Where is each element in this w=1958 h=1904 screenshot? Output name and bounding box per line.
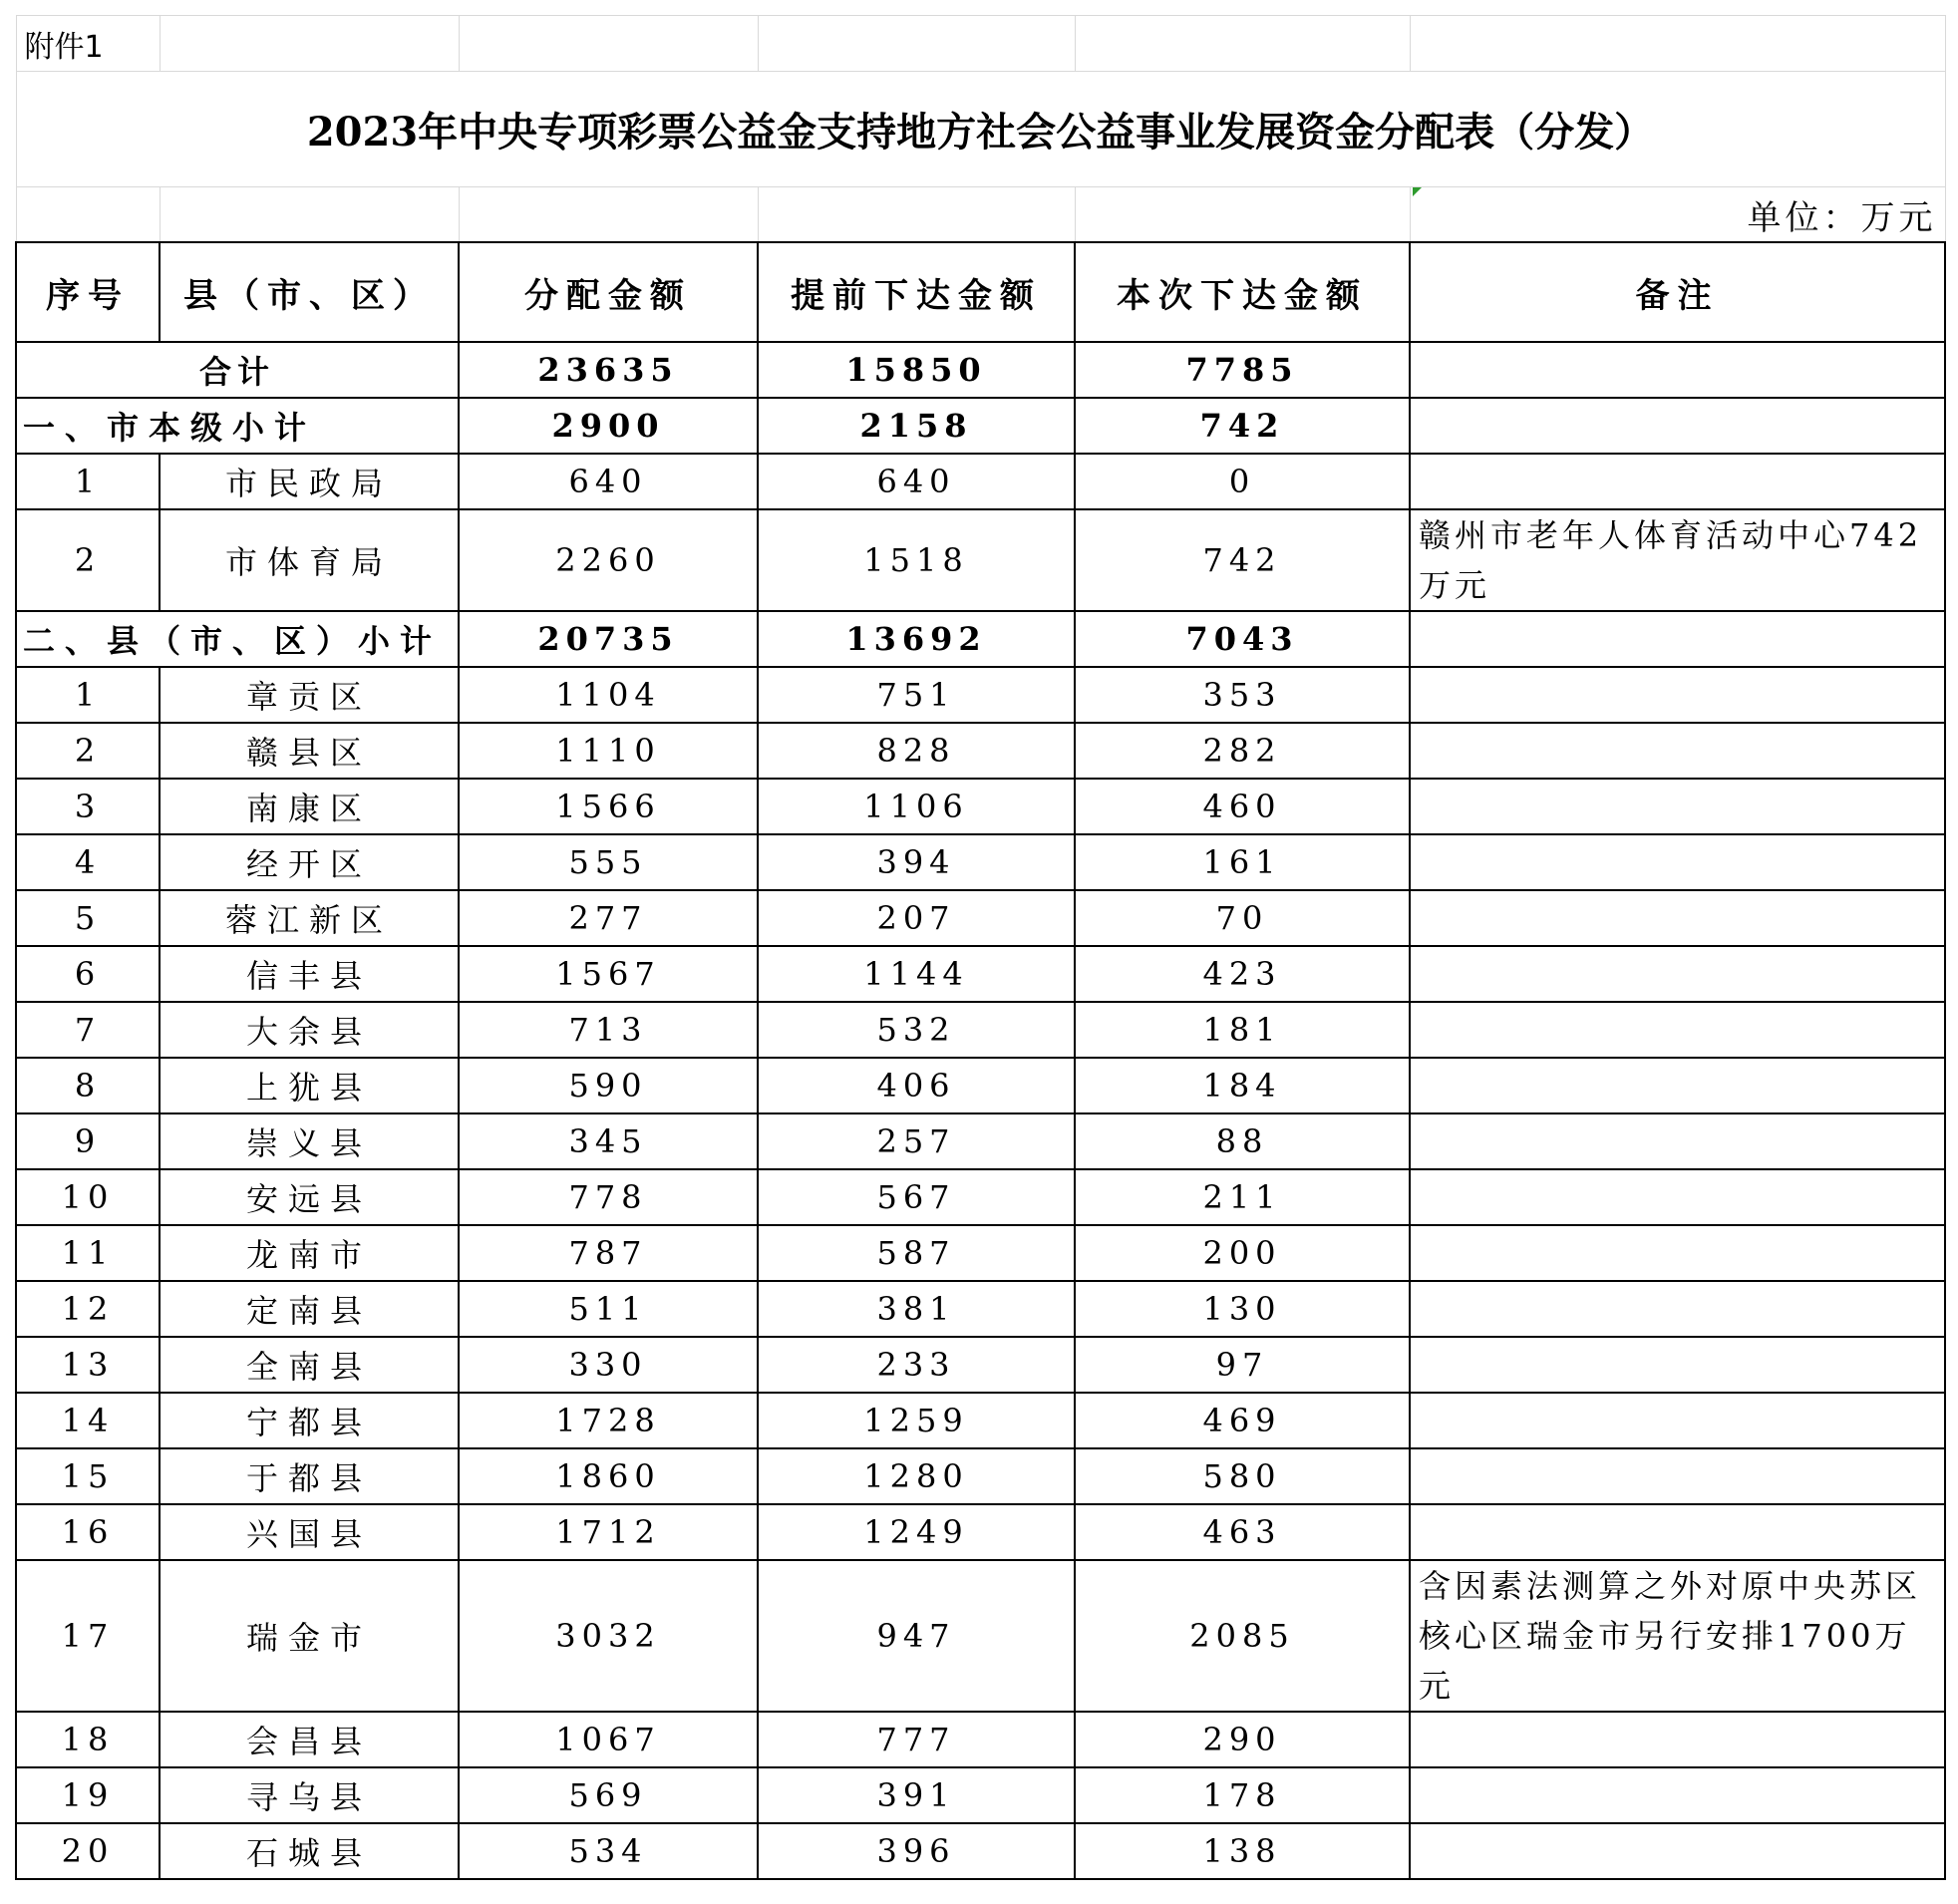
row-seq: 1 <box>16 454 160 509</box>
row-note <box>1410 1823 1945 1879</box>
row-current: 138 <box>1075 1823 1410 1879</box>
row-current: 423 <box>1075 946 1410 1002</box>
row-note <box>1410 723 1945 779</box>
row-name: 经开区 <box>160 834 459 890</box>
county-row <box>16 1823 1945 1879</box>
county-row <box>16 1113 1945 1169</box>
row-note <box>1410 1281 1945 1337</box>
row-name: 章贡区 <box>160 667 459 723</box>
county-row <box>16 1448 1945 1504</box>
row-name: 兴国县 <box>160 1504 459 1560</box>
row-advance: 207 <box>758 890 1075 946</box>
row-note <box>1410 1393 1945 1448</box>
row-advance: 1144 <box>758 946 1075 1002</box>
row-advance: 1280 <box>758 1448 1075 1504</box>
county-row <box>16 1058 1945 1113</box>
total-advance: 15850 <box>758 342 1075 398</box>
row-current: 463 <box>1075 1504 1410 1560</box>
city-row <box>16 454 1945 509</box>
row-allocation: 3032 <box>459 1560 758 1712</box>
row-note: 含因素法测算之外对原中央苏区核心区瑞金市另行安排1700万元 <box>1410 1560 1945 1712</box>
row-allocation: 1110 <box>459 723 758 779</box>
city-subtotal-note <box>1410 398 1945 454</box>
row-allocation: 713 <box>459 1002 758 1058</box>
row-note <box>1410 1337 1945 1393</box>
city-row <box>16 509 1945 611</box>
comment-marker-icon <box>1413 187 1422 196</box>
row-current: 200 <box>1075 1225 1410 1281</box>
row-advance: 406 <box>758 1058 1075 1113</box>
row-note: 赣州市老年人体育活动中心742万元 <box>1410 509 1945 611</box>
attachment-label: 附件1 <box>16 16 160 72</box>
county-subtotal-row <box>16 611 1945 667</box>
header-allocation: 分配金额 <box>459 242 758 342</box>
county-row <box>16 1002 1945 1058</box>
row-allocation: 778 <box>459 1169 758 1225</box>
row-seq: 2 <box>16 723 160 779</box>
county-row <box>16 1281 1945 1337</box>
row-name: 蓉江新区 <box>160 890 459 946</box>
city-subtotal-advance: 2158 <box>758 398 1075 454</box>
row-allocation: 345 <box>459 1113 758 1169</box>
row-allocation: 569 <box>459 1767 758 1823</box>
row-allocation: 1566 <box>459 779 758 834</box>
row-advance: 1518 <box>758 509 1075 611</box>
total-row <box>16 342 1945 398</box>
row-seq: 17 <box>16 1560 160 1712</box>
header-current: 本次下达金额 <box>1075 242 1410 342</box>
row-name: 石城县 <box>160 1823 459 1879</box>
page-title: 2023年中央专项彩票公益金支持地方社会公益事业发展资金分配表（分发） <box>16 72 1945 187</box>
row-name: 全南县 <box>160 1337 459 1393</box>
row-name: 赣县区 <box>160 723 459 779</box>
row-current: 460 <box>1075 779 1410 834</box>
allocation-table <box>15 15 1946 1880</box>
row-note <box>1410 946 1945 1002</box>
row-name: 市体育局 <box>160 509 459 611</box>
row-note <box>1410 1767 1945 1823</box>
row-name: 宁都县 <box>160 1393 459 1448</box>
county-subtotal-advance: 13692 <box>758 611 1075 667</box>
row-current: 580 <box>1075 1448 1410 1504</box>
row-current: 211 <box>1075 1169 1410 1225</box>
row-seq: 7 <box>16 1002 160 1058</box>
row-current: 742 <box>1075 509 1410 611</box>
county-row <box>16 1393 1945 1448</box>
row-note <box>1410 890 1945 946</box>
county-row <box>16 1225 1945 1281</box>
row-seq: 1 <box>16 667 160 723</box>
county-row <box>16 1560 1945 1712</box>
row-note <box>1410 1169 1945 1225</box>
row-advance: 777 <box>758 1712 1075 1767</box>
row-advance: 1259 <box>758 1393 1075 1448</box>
county-row <box>16 1712 1945 1767</box>
row-note <box>1410 1002 1945 1058</box>
row-allocation: 511 <box>459 1281 758 1337</box>
row-seq: 4 <box>16 834 160 890</box>
county-subtotal-allocation: 20735 <box>459 611 758 667</box>
header-advance: 提前下达金额 <box>758 242 1075 342</box>
total-label: 合计 <box>16 342 459 398</box>
city-subtotal-label: 一、市本级小计 <box>16 398 459 454</box>
row-name: 定南县 <box>160 1281 459 1337</box>
row-allocation: 1567 <box>459 946 758 1002</box>
row-note <box>1410 667 1945 723</box>
row-advance: 391 <box>758 1767 1075 1823</box>
header-row <box>16 242 1945 342</box>
row-advance: 751 <box>758 667 1075 723</box>
row-current: 130 <box>1075 1281 1410 1337</box>
row-advance: 532 <box>758 1002 1075 1058</box>
row-advance: 381 <box>758 1281 1075 1337</box>
row-note <box>1410 1504 1945 1560</box>
row-seq: 12 <box>16 1281 160 1337</box>
county-row <box>16 834 1945 890</box>
row-current: 184 <box>1075 1058 1410 1113</box>
row-advance: 257 <box>758 1113 1075 1169</box>
county-row <box>16 779 1945 834</box>
row-seq: 3 <box>16 779 160 834</box>
spreadsheet <box>15 15 1944 1880</box>
row-name: 寻乌县 <box>160 1767 459 1823</box>
row-allocation: 555 <box>459 834 758 890</box>
row-allocation: 590 <box>459 1058 758 1113</box>
row-advance: 947 <box>758 1560 1075 1712</box>
county-row <box>16 1767 1945 1823</box>
row-note <box>1410 834 1945 890</box>
row-current: 97 <box>1075 1337 1410 1393</box>
row-seq: 15 <box>16 1448 160 1504</box>
row-name: 瑞金市 <box>160 1560 459 1712</box>
row-note <box>1410 1225 1945 1281</box>
row-current: 282 <box>1075 723 1410 779</box>
county-subtotal-current: 7043 <box>1075 611 1410 667</box>
row-seq: 10 <box>16 1169 160 1225</box>
row-seq: 9 <box>16 1113 160 1169</box>
row-allocation: 277 <box>459 890 758 946</box>
row-note <box>1410 779 1945 834</box>
row-note <box>1410 454 1945 509</box>
county-row <box>16 1337 1945 1393</box>
row-allocation: 1104 <box>459 667 758 723</box>
row-name: 信丰县 <box>160 946 459 1002</box>
row-advance: 1249 <box>758 1504 1075 1560</box>
row-name: 于都县 <box>160 1448 459 1504</box>
row-name: 上犹县 <box>160 1058 459 1113</box>
row-current: 88 <box>1075 1113 1410 1169</box>
row-current: 161 <box>1075 834 1410 890</box>
row-advance: 233 <box>758 1337 1075 1393</box>
county-row <box>16 1504 1945 1560</box>
row-seq: 11 <box>16 1225 160 1281</box>
row-allocation: 330 <box>459 1337 758 1393</box>
row-seq: 20 <box>16 1823 160 1879</box>
county-row <box>16 946 1945 1002</box>
total-allocation: 23635 <box>459 342 758 398</box>
row-seq: 2 <box>16 509 160 611</box>
row-advance: 828 <box>758 723 1075 779</box>
city-subtotal-row <box>16 398 1945 454</box>
row-seq: 16 <box>16 1504 160 1560</box>
row-current: 181 <box>1075 1002 1410 1058</box>
unit-label: 单位：万元 <box>1410 187 1945 243</box>
row-allocation: 2260 <box>459 509 758 611</box>
row-current: 2085 <box>1075 1560 1410 1712</box>
row-name: 崇义县 <box>160 1113 459 1169</box>
row-current: 178 <box>1075 1767 1410 1823</box>
header-seq: 序号 <box>16 242 160 342</box>
row-name: 会昌县 <box>160 1712 459 1767</box>
county-row <box>16 667 1945 723</box>
row-name: 大余县 <box>160 1002 459 1058</box>
row-allocation: 787 <box>459 1225 758 1281</box>
row-seq: 6 <box>16 946 160 1002</box>
city-subtotal-current: 742 <box>1075 398 1410 454</box>
row-name: 市民政局 <box>160 454 459 509</box>
county-subtotal-label: 二、县（市、区）小计 <box>16 611 459 667</box>
row-allocation: 1728 <box>459 1393 758 1448</box>
county-subtotal-note <box>1410 611 1945 667</box>
row-seq: 13 <box>16 1337 160 1393</box>
row-advance: 394 <box>758 834 1075 890</box>
row-advance: 587 <box>758 1225 1075 1281</box>
row-current: 353 <box>1075 667 1410 723</box>
row-seq: 14 <box>16 1393 160 1448</box>
city-subtotal-allocation: 2900 <box>459 398 758 454</box>
row-allocation: 640 <box>459 454 758 509</box>
county-row <box>16 1169 1945 1225</box>
header-note: 备注 <box>1410 242 1945 342</box>
row-current: 469 <box>1075 1393 1410 1448</box>
row-note <box>1410 1448 1945 1504</box>
row-allocation: 1712 <box>459 1504 758 1560</box>
header-county: 县（市、区） <box>160 242 459 342</box>
row-advance: 640 <box>758 454 1075 509</box>
row-advance: 396 <box>758 1823 1075 1879</box>
row-note <box>1410 1113 1945 1169</box>
total-note <box>1410 342 1945 398</box>
row-advance: 567 <box>758 1169 1075 1225</box>
row-advance: 1106 <box>758 779 1075 834</box>
row-name: 南康区 <box>160 779 459 834</box>
row-seq: 5 <box>16 890 160 946</box>
row-seq: 8 <box>16 1058 160 1113</box>
row-note <box>1410 1712 1945 1767</box>
row-name: 安远县 <box>160 1169 459 1225</box>
county-row <box>16 890 1945 946</box>
row-current: 70 <box>1075 890 1410 946</box>
row-current: 290 <box>1075 1712 1410 1767</box>
county-row <box>16 723 1945 779</box>
row-name: 龙南市 <box>160 1225 459 1281</box>
row-allocation: 1067 <box>459 1712 758 1767</box>
row-allocation: 534 <box>459 1823 758 1879</box>
row-note <box>1410 1058 1945 1113</box>
row-allocation: 1860 <box>459 1448 758 1504</box>
total-current: 7785 <box>1075 342 1410 398</box>
row-current: 0 <box>1075 454 1410 509</box>
row-seq: 19 <box>16 1767 160 1823</box>
row-seq: 18 <box>16 1712 160 1767</box>
